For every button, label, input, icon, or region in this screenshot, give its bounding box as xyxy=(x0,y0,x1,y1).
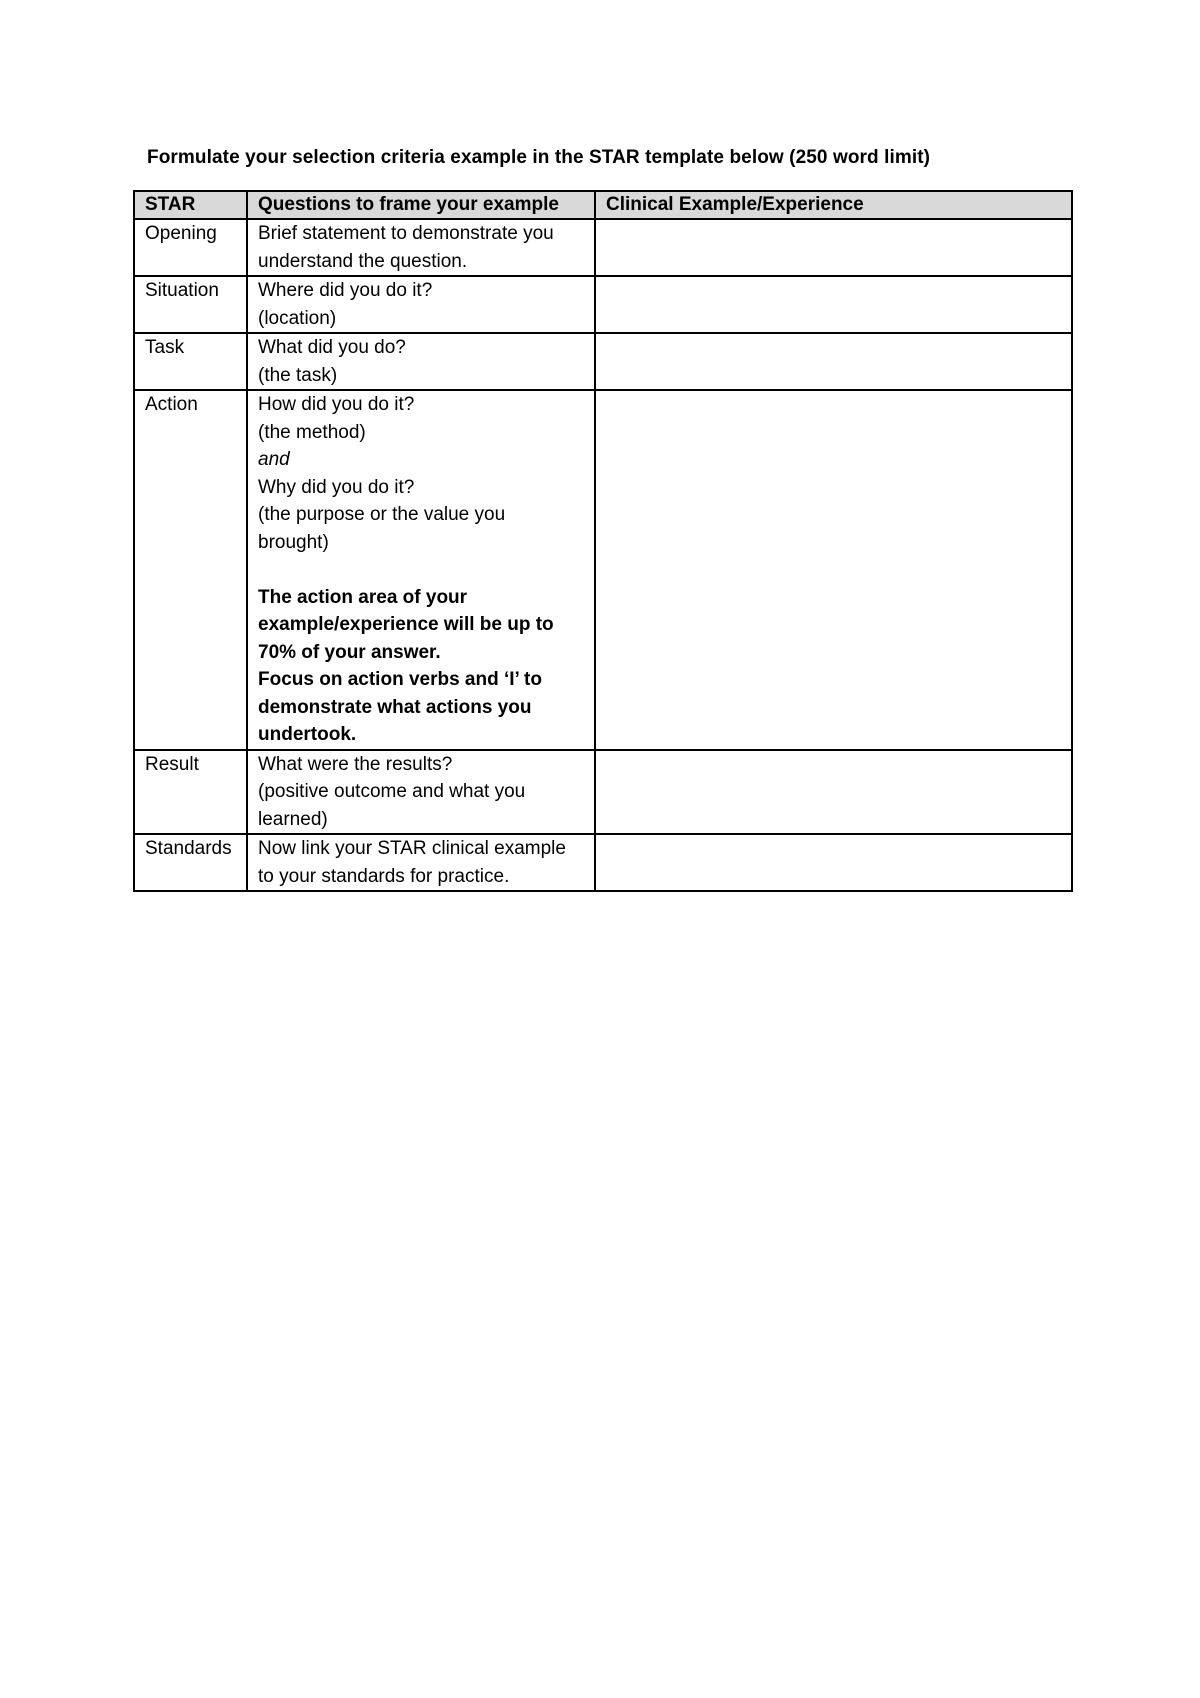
answer-cell-situation[interactable] xyxy=(595,276,1072,333)
answer-cell-standards[interactable] xyxy=(595,834,1072,891)
spacer xyxy=(258,556,584,584)
question-line: Where did you do it? xyxy=(258,280,433,301)
guidance-line: The action area of your xyxy=(258,586,468,608)
question-line: (the task) xyxy=(258,364,338,386)
question-line: Brief statement to demonstrate you xyxy=(258,223,554,244)
question-line: understand the question. xyxy=(258,250,468,272)
question-line-and: and xyxy=(258,449,290,470)
row-questions xyxy=(247,834,595,891)
row-label: Opening xyxy=(134,219,247,276)
row-questions xyxy=(247,219,595,276)
page-heading: Formulate your selection criteria example in the STAR template below (250 word limit) xyxy=(147,147,931,168)
header-clinical-example: Clinical Example/Experience xyxy=(595,191,1072,219)
guidance-line: example/experience will be up to xyxy=(258,614,554,635)
row-label: Situation xyxy=(134,276,247,333)
guidance-line: undertook. xyxy=(258,724,357,745)
star-template-table xyxy=(133,190,1073,892)
guidance-line: Focus on action verbs and ‘I’ to xyxy=(258,669,542,690)
answer-cell-task[interactable] xyxy=(595,333,1072,390)
table-row-action xyxy=(134,390,1072,750)
answer-cell-action[interactable] xyxy=(595,390,1072,750)
row-questions xyxy=(247,390,595,750)
question-line: learned) xyxy=(258,808,328,830)
row-questions xyxy=(247,276,595,333)
question-line: What did you do? xyxy=(258,337,406,358)
question-line: (the purpose or the value you xyxy=(258,504,506,525)
question-line: (positive outcome and what you xyxy=(258,781,526,802)
answer-cell-result[interactable] xyxy=(595,750,1072,835)
header-questions: Questions to frame your example xyxy=(247,191,595,219)
question-line: Why did you do it? xyxy=(258,476,415,498)
question-line: brought) xyxy=(258,531,329,553)
row-questions xyxy=(247,333,595,390)
table-header-row xyxy=(134,191,1072,219)
table-row-standards xyxy=(134,834,1072,891)
row-label: Standards xyxy=(134,834,247,891)
question-line: (the method) xyxy=(258,421,366,443)
table-row-result xyxy=(134,750,1072,835)
question-line: to your standards for practice. xyxy=(258,865,510,887)
question-line: How did you do it? xyxy=(258,394,415,415)
row-label: Action xyxy=(134,390,247,750)
row-label: Task xyxy=(134,333,247,390)
guidance-line: demonstrate what actions you xyxy=(258,696,532,718)
row-questions xyxy=(247,750,595,835)
guidance-line: 70% of your answer. xyxy=(258,641,441,663)
table-row-situation xyxy=(134,276,1072,333)
row-label: Result xyxy=(134,750,247,835)
question-line: What were the results? xyxy=(258,753,453,775)
header-star: STAR xyxy=(134,191,247,219)
question-line: (location) xyxy=(258,307,337,329)
question-line: Now link your STAR clinical example xyxy=(258,838,566,859)
table-row-task xyxy=(134,333,1072,390)
table-row-opening xyxy=(134,219,1072,276)
answer-cell-opening[interactable] xyxy=(595,219,1072,276)
